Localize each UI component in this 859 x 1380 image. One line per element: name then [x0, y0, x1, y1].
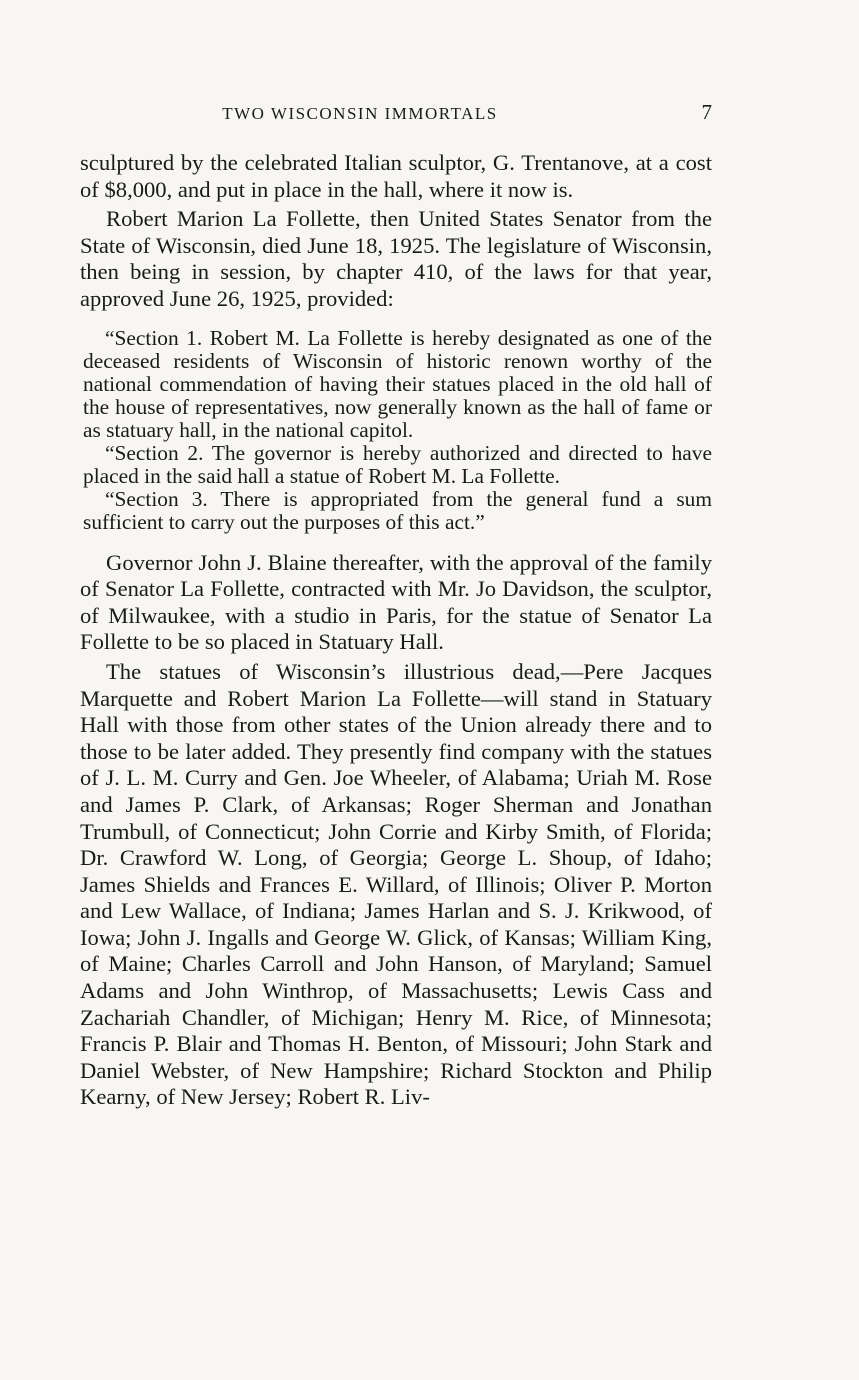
paragraph-continuation: sculptured by the celebrated Italian sculptor, G. Trentanove, at a cost of $8,000, and put in place in the hall, where it now is.: [80, 150, 712, 202]
paragraph-statuary-hall: The statues of Wisconsin’s illustrious dead,—Pere Jacques Marquette and Robert Marion La Follette—will stand in Statuary Hall with those from other states of the Union already there and to those to be later added. They presently find company with the statues of J. L. M. Curry and Gen. Joe Wheeler, of Alabama; Uriah M. Rose and James P. Clark, of Arkansas; Roger Sherman and Jonathan Trumbull, of Connecticut; John Corrie and Kirby Smith, of Florida; Dr. Crawford W. Long, of Georgia; George L. Shoup, of Idaho; James Shields and Frances E. Willard, of Illinois; Oliver P. Morton and Lew Wallace, of Indiana; James Harlan and S. J. Krikwood, of Iowa; John J. Ingalls and George W. Glick, of Kansas; William King, of Maine; Charles Carroll and John Hanson, of Maryland; Samuel Adams and John Winthrop, of Massachusetts; Lewis Cass and Zachariah Chandler, of Michigan; Henry M. Rice, of Minnesota; Francis P. Blair and Thomas H. Benton, of Missouri; John Stark and Daniel Webster, of New Hampshire; Richard Stockton and Philip Kearny, of New Jersey; Robert R. Liv-: [80, 658, 712, 1110]
page-header: [80, 98, 712, 132]
page-number: 7: [701, 100, 712, 124]
paragraph-governor-blaine: Governor John J. Blaine thereafter, with the approval of the family of Senator La Follette, contracted with Mr. Jo Davidson, the sculptor, of Milwaukee, with a studio in Paris, for the statue of Senator La Follette to be so placed in Statuary Hall.: [80, 549, 712, 655]
statute-section-1: “Section 1. Robert M. La Follette is hereby designated as one of the deceased residents of Wisconsin of historic renown worthy of the national commendation of having their statues placed in the old hall of the house of representatives, now generally known as the hall of fame or as statuary hall, in the national capitol.: [83, 325, 712, 442]
statute-section-3: “Section 3. There is appropriated from the general fund a sum sufficient to carry out the purposes of this act.”: [83, 486, 712, 534]
statute-quotation: [80, 327, 712, 534]
statute-section-2: “Section 2. The governor is hereby authorized and directed to have placed in the said hall a statue of Robert M. La Follette.: [83, 440, 712, 488]
book-page: [80, 98, 712, 1111]
running-head: TWO WISCONSIN IMMORTALS: [222, 104, 498, 123]
paragraph-la-follette-death: Robert Marion La Follette, then United States Senator from the State of Wisconsin, died June 18, 1925. The legislature of Wisconsin, then being in session, by chapter 410, of the laws for that year, approved June 26, 1925, provided:: [80, 206, 712, 311]
